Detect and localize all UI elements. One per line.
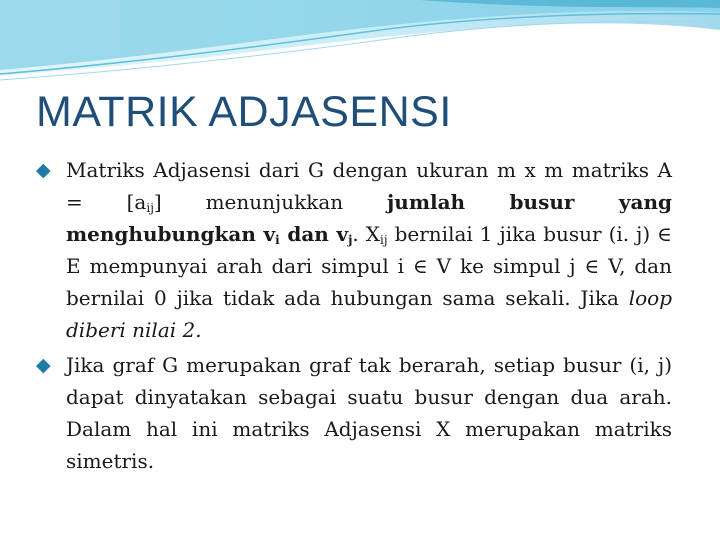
p1-text-2: ] menunjukkan [153, 190, 388, 214]
p1-italic: loop diberi nilai 2. [66, 286, 672, 342]
p1-sub-i: i [275, 233, 280, 247]
slide-body [36, 154, 672, 480]
p1-bold-2: dan v [279, 222, 349, 246]
header-wave-decoration [0, 0, 720, 90]
slide-title: MATRIK ADJASENSI [36, 88, 452, 136]
p1-sub-j: j [348, 233, 353, 247]
bullet-diamond-icon: ◆ [36, 354, 51, 376]
p1-bold-1: jumlah busur yang menghubungkan v [66, 190, 673, 246]
bullet-paragraph-1 [36, 154, 672, 346]
p2-text: Jika graf G merupakan graf tak berarah, setiap busur (i, j) dapat dinyatakan sebagai suatu busur dengan dua arah. Dalam hal ini matriks Adjasensi X merupakan matriks simetris. [66, 353, 672, 473]
p1-text-3: . X [352, 222, 381, 246]
p1-text-4: bernilai 1 jika busur (i. j) ∈ E mempunyai arah dari simpul i ∈ V ke simpul j ∈ V, dan bernilai 0 jika tidak ada hubungan sama sekali. Jika [66, 222, 672, 310]
bullet-paragraph-2 [36, 349, 672, 477]
p1-sub-ij: ij [146, 201, 154, 215]
bullet-diamond-icon: ◆ [36, 159, 51, 181]
p1-text-1: Matriks Adjasensi dari G dengan ukuran m x m matriks A = [a [66, 158, 672, 214]
p1-sub-xij: ij [380, 233, 388, 247]
